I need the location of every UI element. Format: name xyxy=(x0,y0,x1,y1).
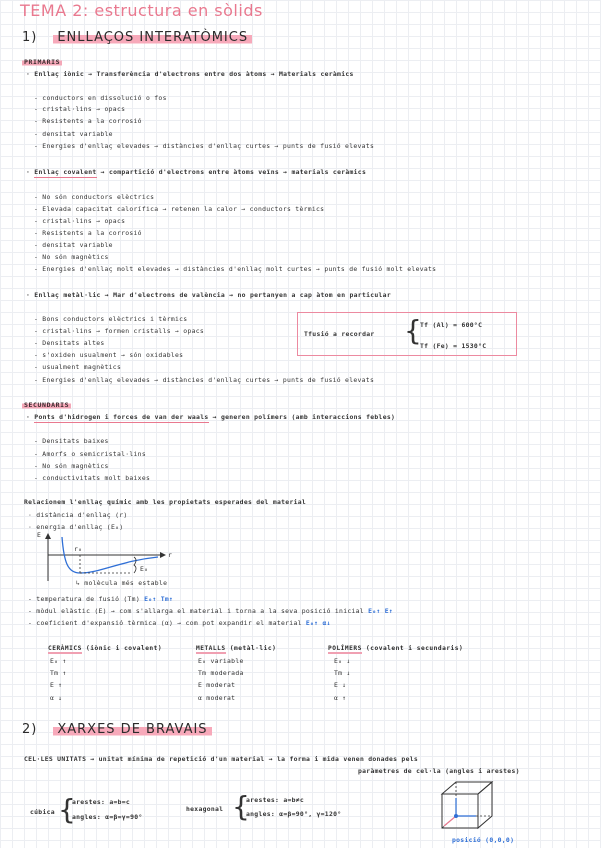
secundaris-label: SECUNDARIS xyxy=(24,401,70,409)
metallic-intro: · Enllaç metàl·lic → Mar d'electrons de valència → no pertanyen a cap àtom en particular xyxy=(26,291,391,299)
prop-relation: E₀↑ Tm↑ xyxy=(144,595,174,603)
prop-text: - coeficient d'expansió tèrmica (α) → com pot expandir el material xyxy=(28,619,302,627)
metals-row: α moderat xyxy=(198,694,236,702)
col-ceramics-head xyxy=(48,645,162,652)
polymers-row: E₀ ↓ xyxy=(334,657,351,665)
metallic-item: - cristal·lins → formen cristalls → opacs xyxy=(34,327,205,335)
melting-box-brace: { xyxy=(404,314,422,347)
melting-box-label: Tfusió a recordar xyxy=(304,330,375,338)
ionic-intro: · Enllaç iònic → Transferència d'electrons entre dos àtoms → Materials ceràmics xyxy=(26,70,354,78)
section-2-heading xyxy=(22,722,212,737)
polymers-row: Tm ↓ xyxy=(334,669,351,677)
cubica-brace: { xyxy=(58,793,76,826)
primaris-label: PRIMARIS xyxy=(24,58,61,66)
prop-row xyxy=(28,607,393,615)
ionic-item: - Resistents a la corrosió xyxy=(34,117,142,125)
graph-caption: ↳ molècula més estable xyxy=(76,579,168,587)
secundaris-intro-rest: → generen polímers (amb interaccions febles) xyxy=(208,413,396,421)
section-1-number: 1) xyxy=(22,30,38,45)
covalent-intro xyxy=(26,168,366,176)
metals-row: E₀ variable xyxy=(198,657,244,665)
secundaris-item: - No són magnètics xyxy=(34,462,109,470)
col-head-label: METALLS xyxy=(196,645,226,652)
section-1-title: ENLLAÇOS INTERATÒMICS xyxy=(53,30,252,45)
ionic-item: - conductors en dissolució o fos xyxy=(34,94,167,102)
covalent-item: - cristal·lins → opacs xyxy=(34,217,126,225)
metallic-item: - s'oxiden usualment → són oxidables xyxy=(34,351,184,359)
ceramics-row: E₀ ↑ xyxy=(50,657,67,665)
prop-relation: E₀↑ α↓ xyxy=(305,619,331,627)
col-head-label: POLÍMERS xyxy=(328,645,362,652)
ionic-item: - Energies d'enllaç elevades → distàncies d'enllaç curtes → punts de fusió elevats xyxy=(34,142,375,150)
secundaris-item: - Densitats baixes xyxy=(34,437,109,445)
graph-r0-label: r₀ xyxy=(74,545,83,553)
section-2-number: 2) xyxy=(22,722,38,737)
covalent-item: - Resistents a la corrosió xyxy=(34,229,142,237)
graph-x-label: r xyxy=(168,551,173,559)
section-1-heading xyxy=(22,30,252,45)
covalent-item: - No són magnètics xyxy=(34,253,109,261)
secundaris-intro xyxy=(26,413,395,421)
unit-cell-line: CEL·LES UNITATS → unitat mínima de repetició d'un material → la forma i mida venen donades pels xyxy=(24,755,419,763)
ceramics-row: E ↑ xyxy=(50,681,63,689)
col-head-sub: (metàl·lic) xyxy=(229,645,277,652)
covalent-intro-rest: → compartició d'electrons entre àtoms veïns → materials ceràmics xyxy=(96,168,367,176)
covalent-item: - Elevada capacitat calorífica → retenen la calor → conductors tèrmics xyxy=(34,205,325,213)
relate-item: · energia d'enllaç (E₀) xyxy=(28,523,124,531)
ionic-item: - cristal·lins → opacs xyxy=(34,105,126,113)
melting-box-al: Tf (Al) = 600°C xyxy=(420,321,483,329)
unit-cell-line-2: paràmetres de cel·la (angles i arestes) xyxy=(358,767,520,775)
col-head-label: CERÀMICS xyxy=(48,645,82,652)
prop-text: - temperatura de fusió (Tm) xyxy=(28,595,140,603)
hexagonal-label: hexagonal xyxy=(186,805,224,813)
cubica-arestes: arestes: a=b=c xyxy=(72,798,131,806)
section-2-title: XARXES DE BRAVAIS xyxy=(53,722,211,737)
relate-item: · distància d'enllaç (r) xyxy=(28,511,128,519)
metallic-item: - Densitats altes xyxy=(34,339,105,347)
hexagonal-brace: { xyxy=(232,790,250,823)
covalent-item: - Energies d'enllaç molt elevades → distàncies d'enllaç molt curtes → punts de fusió molt elevats xyxy=(34,265,437,273)
col-polymers-head xyxy=(328,645,463,652)
secundaris-intro-prefix: · xyxy=(26,413,35,421)
prop-row xyxy=(28,595,173,603)
page-title: TEMA 2: estructura en sòlids xyxy=(20,1,263,20)
hexagonal-arestes: arestes: a=b≠c xyxy=(246,796,305,804)
cubica-label: cúbica xyxy=(30,808,55,816)
unit-cube-sketch xyxy=(428,778,518,838)
ionic-item: - densitat variable xyxy=(34,130,113,138)
polymers-row: α ↑ xyxy=(334,694,347,702)
graph-e0-label: E₀ xyxy=(140,565,149,573)
covalent-intro-prefix: · xyxy=(26,168,35,176)
metallic-item: - Energies d'enllaç elevades → distàncies d'enllaç curtes → punts de fusió elevats xyxy=(34,376,375,384)
melting-box-fe: Tf (Fe) = 1530°C xyxy=(420,342,487,350)
ceramics-row: Tm ↑ xyxy=(50,669,67,677)
ceramics-row: α ↓ xyxy=(50,694,63,702)
secundaris-item: - conductivitats molt baixes xyxy=(34,474,151,482)
cube-caption: posició (0,0,0) xyxy=(452,836,515,844)
metals-row: Tm moderada xyxy=(198,669,244,677)
covalent-intro-main: Enllaç covalent xyxy=(34,168,97,176)
col-head-sub: (iònic i covalent) xyxy=(86,645,163,652)
covalent-item: - No són conductors elèctrics xyxy=(34,193,155,201)
prop-relation: E₀↑ E↑ xyxy=(368,607,393,615)
cubica-angles: angles: α=β=γ=90° xyxy=(72,813,143,821)
metals-row: E moderat xyxy=(198,681,236,689)
col-metals-head xyxy=(196,645,276,652)
col-head-sub: (covalent i secundaris) xyxy=(366,645,464,652)
covalent-item: - densitat variable xyxy=(34,241,113,249)
prop-text: - mòdul elàstic (E) → com s'allarga el material i torna a la seva posició inicial xyxy=(28,607,364,615)
secundaris-intro-main: Ponts d'hidrogen i forces de van der waals xyxy=(34,413,209,421)
metallic-item: - usualment magnètics xyxy=(34,363,122,371)
polymers-row: E ↓ xyxy=(334,681,347,689)
secundaris-item: - Amorfs o semicristal·lins xyxy=(34,450,146,458)
prop-row xyxy=(28,619,331,627)
graph-y-label: E xyxy=(37,531,42,539)
metallic-item: - Bons conductors elèctrics i tèrmics xyxy=(34,315,188,323)
hexagonal-angles: angles: α=β=90°, γ=120° xyxy=(246,810,342,818)
relate-intro: Relacionem l'enllaç químic amb les propietats esperades del material xyxy=(24,498,307,506)
energy-curve-sketch xyxy=(40,533,173,583)
